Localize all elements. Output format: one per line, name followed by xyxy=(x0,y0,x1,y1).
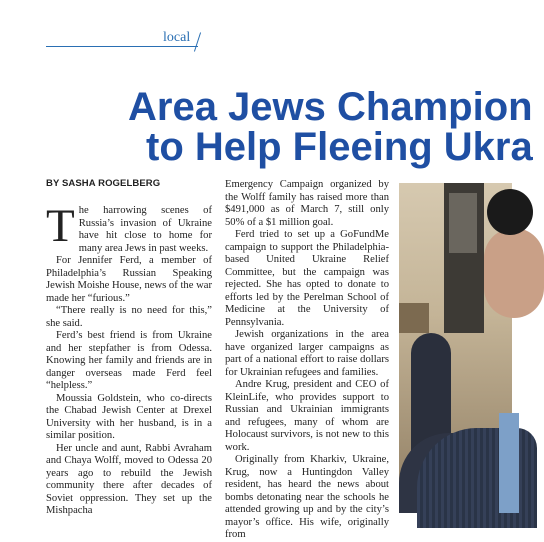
headline xyxy=(0,85,533,172)
paragraph: The harrowing scenes of Russia’s invasion of Ukraine have hit close to home for many area Jews in past weeks. xyxy=(46,200,212,254)
paragraph: Jewish organizations in the area have organized larger campaigns as part of a national effort to raise dollars for Ukrainian refugees and families. xyxy=(225,329,389,378)
paragraph: Originally from Kharkiv, Ukraine, Krug, now a Huntingdon Valley resident, has heard the news about bombs detonating near the schools he attended growing up and by the city’s mayor’s office. His wife, originally from xyxy=(225,454,389,540)
headline-line-1: Area Jews Champion xyxy=(128,85,533,129)
section-label: local xyxy=(163,30,191,45)
paragraph: Ferd’s best friend is from Ukraine and her stepfather is from Odessa. Knowing her family and friends are in danger overseas made Ferd feel “helpless.” xyxy=(46,330,212,391)
article-column-1 xyxy=(46,200,212,516)
paragraph: “There really is no need for this,” she said. xyxy=(46,305,212,329)
byline: BY SASHA ROGELBERG xyxy=(46,178,161,189)
paragraph: For Jennifer Ferd, a member of Philadelphia’s Russian Speaking Jewish Moishe House, news of the war made her “furious.” xyxy=(46,255,212,304)
paragraph: Emergency Campaign organized by the Wolff family has raised more than $491,000 as of March 7, still only 50% of a $1 million goal. xyxy=(225,179,389,228)
drop-cap: T xyxy=(46,200,75,252)
article-column-2 xyxy=(225,179,389,540)
paragraph: Andre Krug, president and CEO of KleinLife, who provides support to Russian and Ukrainian immigrants and refugees, many of whom are Holocaust survivors, is not new to this work. xyxy=(225,379,389,453)
paragraph: Ferd tried to set up a GoFundMe campaign to support the Philadelphia-based United Ukraine Relief Committee, but the campaign was rejected. She has opted to donate to efforts led by the Perelman School of Medicine at the University of Pennsylvania. xyxy=(225,229,389,328)
headline-line-2: to Help Fleeing Ukra xyxy=(146,125,533,169)
section-rule xyxy=(46,46,198,47)
paragraph: Her uncle and aunt, Rabbi Avraham and Chaya Wolff, moved to Odessa 20 years ago to rebuild the Jewish community there after decades of Soviet oppression. They set up the Mishpacha xyxy=(46,442,212,516)
section-slash xyxy=(194,32,201,51)
paragraph: Moussia Goldstein, who co-directs the Chabad Jewish Center at Drexel University with her husband, is in a similar position. xyxy=(46,392,212,441)
article-photo xyxy=(399,183,512,512)
